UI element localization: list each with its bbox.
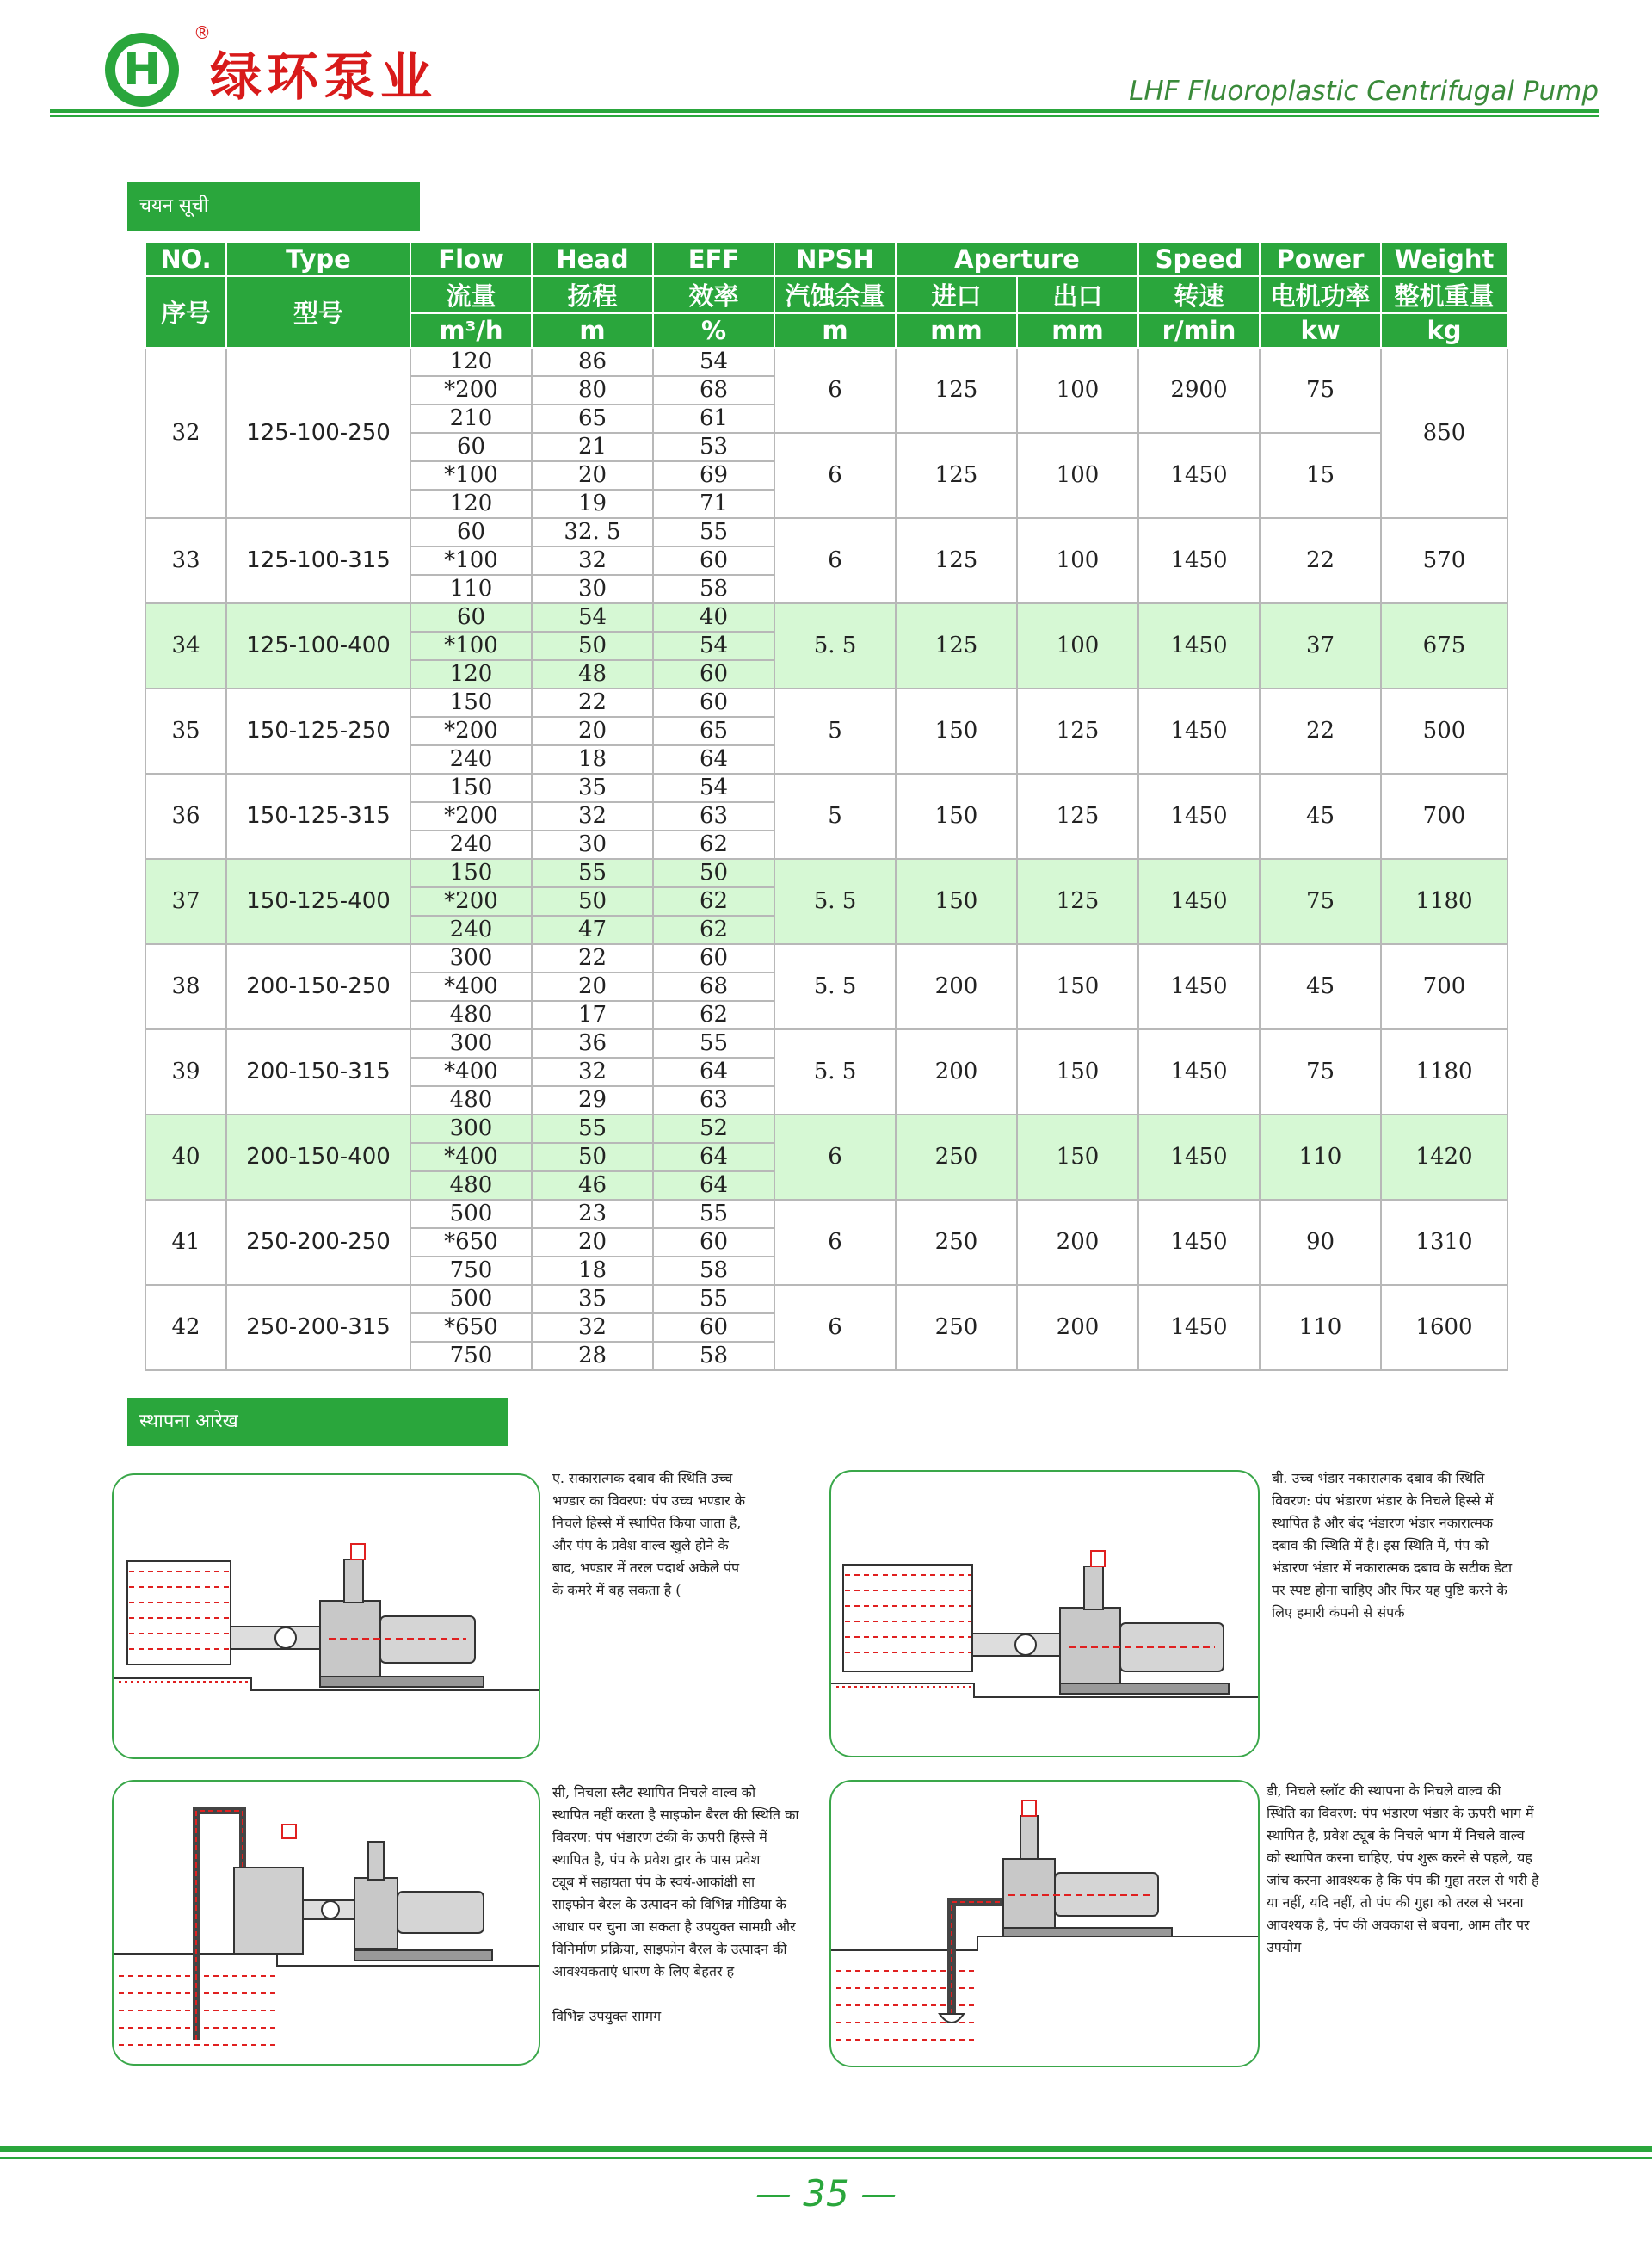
cell-eff: 62	[653, 887, 774, 916]
cell-eff: 62	[653, 916, 774, 944]
cell-power: 75	[1260, 1029, 1381, 1115]
diagram-b-panel	[829, 1470, 1260, 1757]
cell-outlet: 150	[1017, 1029, 1138, 1115]
cell-speed: 1450	[1138, 1029, 1260, 1115]
table-row	[145, 1285, 1507, 1313]
cell-outlet: 100	[1017, 433, 1138, 518]
cell-eff: 60	[653, 1228, 774, 1257]
cell-weight: 1180	[1381, 859, 1507, 944]
diagram-b-description: बी. उच्च भंडार नकारात्मक दबाव की स्थिति विवरण: पंप भंडारण भंडार के निचले हिस्से में स्थापित है और बंद भंडारण भंडार नकारात्मक दबाव की स्थिति में है। इस स्थिति में, पंप को भंडारण भंडार में नकारात्मक दबाव के सटीक डेटा पर स्पष्ट होना चाहिए और फिर यह पुष्टि करने के लिए हमारी कंपनी से संपर्क	[1272, 1470, 1513, 1621]
header-divider-thin	[50, 115, 1599, 117]
brand-name: 绿环泵业	[210, 47, 437, 108]
cell-npsh: 5. 5	[774, 603, 896, 689]
cell-npsh: 5. 5	[774, 1029, 896, 1115]
installation-section-title: स्थापना आरेख	[127, 1398, 508, 1446]
diagram-b-illustration	[831, 1472, 1258, 1756]
cell-head: 50	[532, 1143, 653, 1171]
cell-flow: 500	[410, 1200, 532, 1228]
col-weight-cn: 整机重量	[1381, 276, 1507, 313]
cell-weight: 570	[1381, 518, 1507, 603]
cell-weight: 1180	[1381, 1029, 1507, 1115]
table-row	[145, 518, 1507, 547]
cell-npsh: 6	[774, 1285, 896, 1370]
cell-eff: 64	[653, 1058, 774, 1086]
cell-eff: 50	[653, 859, 774, 887]
col-speed-cn: 转速	[1138, 276, 1260, 313]
cell-npsh: 6	[774, 518, 896, 603]
cell-no: 34	[145, 603, 226, 689]
cell-eff: 63	[653, 802, 774, 831]
cell-head: 20	[532, 973, 653, 1001]
cell-power: 110	[1260, 1115, 1381, 1200]
cell-speed: 1450	[1138, 944, 1260, 1029]
col-eff-cn: 效率	[653, 276, 774, 313]
cell-npsh: 5. 5	[774, 859, 896, 944]
pump-group	[145, 689, 1507, 774]
table-row	[145, 348, 1507, 376]
cell-speed: 1450	[1138, 1200, 1260, 1285]
table-header-cn	[145, 276, 1507, 313]
cell-no: 37	[145, 859, 226, 944]
cell-no: 41	[145, 1200, 226, 1285]
col-head: Head	[532, 242, 653, 276]
cell-no: 39	[145, 1029, 226, 1115]
cell-eff: 68	[653, 973, 774, 1001]
unit-inlet: mm	[896, 313, 1017, 348]
cell-flow: 120	[410, 348, 532, 376]
cell-head: 20	[532, 717, 653, 745]
cell-head: 17	[532, 1001, 653, 1029]
cell-weight: 500	[1381, 689, 1507, 774]
cell-no: 36	[145, 774, 226, 859]
cell-weight: 1600	[1381, 1285, 1507, 1370]
col-inlet-cn: 进口	[896, 276, 1017, 313]
cell-flow: *650	[410, 1228, 532, 1257]
unit-npsh: m	[774, 313, 896, 348]
cell-flow: *200	[410, 717, 532, 745]
cell-head: 32	[532, 802, 653, 831]
cell-weight: 850	[1381, 348, 1507, 518]
cell-head: 30	[532, 575, 653, 603]
cell-eff: 58	[653, 1257, 774, 1285]
pump-group	[145, 348, 1507, 518]
cell-head: 28	[532, 1342, 653, 1370]
table-row	[145, 603, 1507, 632]
cell-type: 125-100-250	[226, 348, 410, 518]
cell-flow: *400	[410, 973, 532, 1001]
cell-speed: 1450	[1138, 1285, 1260, 1370]
cell-head: 50	[532, 887, 653, 916]
cell-flow: *100	[410, 461, 532, 490]
cell-head: 18	[532, 1257, 653, 1285]
cell-head: 36	[532, 1029, 653, 1058]
logo-letter: H	[123, 44, 161, 96]
cell-speed: 1450	[1138, 689, 1260, 774]
cell-eff: 64	[653, 1171, 774, 1200]
cell-outlet: 100	[1017, 603, 1138, 689]
diagram-d-description: डी, निचले स्लॉट की स्थापना के निचले वाल्व की स्थिति का विवरण: पंप भंडारण भंडार के ऊपरी भाग में स्थापित है, प्रवेश ट्यूब के निचले भाग में निचले वाल्व को स्थापित करना चाहिए, पंप शुरू करने से पहले, यह जांच करना आवश्यक है कि पंप की गुहा तरल से भरी है या नहीं, यदि नहीं, तो पंप की गुहा को तरल से भरना आवश्यक है, पंप की अवकाश से बचना, आम तौर पर उपयोग	[1267, 1782, 1539, 1955]
cell-npsh: 6	[774, 433, 896, 518]
cell-flow: 60	[410, 603, 532, 632]
cell-eff: 64	[653, 1143, 774, 1171]
cell-speed: 1450	[1138, 859, 1260, 944]
cell-eff: 61	[653, 405, 774, 433]
cell-head: 21	[532, 433, 653, 461]
cell-npsh: 5	[774, 774, 896, 859]
col-head-cn: 扬程	[532, 276, 653, 313]
cell-inlet: 150	[896, 774, 1017, 859]
cell-flow: 60	[410, 433, 532, 461]
cell-npsh: 6	[774, 1200, 896, 1285]
cell-head: 22	[532, 944, 653, 973]
cell-eff: 54	[653, 632, 774, 660]
col-type-cn: 型号	[226, 276, 410, 348]
cell-power: 75	[1260, 348, 1381, 433]
cell-type: 125-100-400	[226, 603, 410, 689]
cell-power: 22	[1260, 689, 1381, 774]
cell-eff: 55	[653, 1029, 774, 1058]
cell-inlet: 125	[896, 518, 1017, 603]
cell-flow: 480	[410, 1001, 532, 1029]
table-row	[145, 1115, 1507, 1143]
cell-no: 38	[145, 944, 226, 1029]
cell-eff: 60	[653, 944, 774, 973]
cell-flow: 110	[410, 575, 532, 603]
cell-no: 35	[145, 689, 226, 774]
cell-eff: 65	[653, 717, 774, 745]
cell-eff: 60	[653, 547, 774, 575]
pump-group	[145, 859, 1507, 944]
cell-type: 150-125-315	[226, 774, 410, 859]
cell-no: 33	[145, 518, 226, 603]
col-outlet-cn: 出口	[1017, 276, 1138, 313]
diagram-c-illustration	[114, 1782, 539, 2064]
diagram-a-description: ए. सकारात्मक दबाव की स्थिति उच्च भण्डार का विवरण: पंप उच्च भण्डार के निचले हिस्से में स्थापित किया जाता है, और पंप के प्रवेश वाल्व खुले होने के बाद, भण्डार में तरल पदार्थ अकेले पंप के कमरे में बह सकता है (	[552, 1470, 746, 1598]
cell-type: 250-200-315	[226, 1285, 410, 1370]
cell-power: 110	[1260, 1285, 1381, 1370]
cell-npsh: 6	[774, 348, 896, 433]
cell-head: 50	[532, 632, 653, 660]
pump-group	[145, 774, 1507, 859]
cell-inlet: 250	[896, 1115, 1017, 1200]
cell-type: 250-200-250	[226, 1200, 410, 1285]
pump-group	[145, 518, 1507, 603]
unit-head: m	[532, 313, 653, 348]
cell-power: 90	[1260, 1200, 1381, 1285]
diagram-a-panel	[112, 1473, 540, 1759]
cell-head: 48	[532, 660, 653, 689]
cell-flow: 750	[410, 1342, 532, 1370]
cell-weight: 1420	[1381, 1115, 1507, 1200]
cell-eff: 58	[653, 575, 774, 603]
table-row	[145, 944, 1507, 973]
page-title: LHF Fluoroplastic Centrifugal Pump	[1129, 76, 1599, 107]
cell-flow: 150	[410, 689, 532, 717]
table-row	[145, 774, 1507, 802]
cell-head: 18	[532, 745, 653, 774]
cell-flow: *400	[410, 1058, 532, 1086]
col-no: NO.	[145, 242, 226, 276]
cell-outlet: 125	[1017, 859, 1138, 944]
cell-npsh: 5. 5	[774, 944, 896, 1029]
col-weight: Weight	[1381, 242, 1507, 276]
selection-table	[145, 241, 1508, 1371]
cell-flow: 300	[410, 1115, 532, 1143]
col-npsh-cn: 汽蚀余量	[774, 276, 896, 313]
cell-head: 47	[532, 916, 653, 944]
diagram-c-description: सी, निचला स्लैट स्थापित निचले वाल्व को स्थापित नहीं करता है साइफोन बैरल की स्थिति का विवरण: पंप भंडारण टंकी के ऊपरी हिस्से में स्थापित है, पंप के प्रवेश द्वार के पास प्रवेश ट्यूब में सहायता पंप के स्वयं-आकांक्षी सा साइफोन बैरल के उत्पादन को विभिन्न मीडिया के आधार पर चुना जा सकता है उपयुक्त सामग्री और विनिर्माण प्रक्रिया, साइफोन बैरल के उत्पादन की आवश्यकताएं धारण के लिए बेहतर ह	[552, 1784, 799, 1980]
col-power-cn: 电机功率	[1260, 276, 1381, 313]
cell-no: 32	[145, 348, 226, 518]
cell-outlet: 150	[1017, 1115, 1138, 1200]
cell-outlet: 125	[1017, 774, 1138, 859]
cell-eff: 54	[653, 348, 774, 376]
unit-power: kw	[1260, 313, 1381, 348]
cell-weight: 700	[1381, 944, 1507, 1029]
cell-head: 86	[532, 348, 653, 376]
cell-inlet: 125	[896, 603, 1017, 689]
cell-eff: 52	[653, 1115, 774, 1143]
cell-head: 54	[532, 603, 653, 632]
unit-outlet: mm	[1017, 313, 1138, 348]
cell-flow: *200	[410, 802, 532, 831]
cell-speed: 1450	[1138, 433, 1260, 518]
cell-head: 35	[532, 774, 653, 802]
col-npsh: NPSH	[774, 242, 896, 276]
cell-npsh: 6	[774, 1115, 896, 1200]
cell-speed: 1450	[1138, 518, 1260, 603]
cell-flow: 500	[410, 1285, 532, 1313]
selection-section-title: चयन सूची	[127, 182, 420, 231]
cell-flow: 750	[410, 1257, 532, 1285]
cell-eff: 40	[653, 603, 774, 632]
cell-outlet: 200	[1017, 1200, 1138, 1285]
cell-flow: 150	[410, 774, 532, 802]
cell-head: 20	[532, 1228, 653, 1257]
cell-power: 22	[1260, 518, 1381, 603]
diagram-d-panel	[829, 1780, 1260, 2067]
cell-inlet: 125	[896, 348, 1017, 433]
cell-eff: 55	[653, 518, 774, 547]
cell-flow: 120	[410, 660, 532, 689]
cell-head: 30	[532, 831, 653, 859]
col-flow: Flow	[410, 242, 532, 276]
cell-head: 22	[532, 689, 653, 717]
cell-head: 29	[532, 1086, 653, 1115]
cell-type: 200-150-315	[226, 1029, 410, 1115]
cell-head: 55	[532, 1115, 653, 1143]
cell-outlet: 200	[1017, 1285, 1138, 1370]
cell-eff: 69	[653, 461, 774, 490]
cell-power: 45	[1260, 774, 1381, 859]
cell-weight: 1310	[1381, 1200, 1507, 1285]
cell-flow: 300	[410, 1029, 532, 1058]
cell-eff: 63	[653, 1086, 774, 1115]
cell-inlet: 200	[896, 1029, 1017, 1115]
cell-eff: 62	[653, 831, 774, 859]
cell-head: 23	[532, 1200, 653, 1228]
cell-eff: 68	[653, 376, 774, 405]
cell-head: 35	[532, 1285, 653, 1313]
cell-flow: 300	[410, 944, 532, 973]
cell-eff: 60	[653, 1313, 774, 1342]
cell-speed: 1450	[1138, 774, 1260, 859]
diagram-c-extra: विभिन्न उपयुक्त सामग	[552, 2008, 662, 2024]
unit-weight: kg	[1381, 313, 1507, 348]
table-header-en	[145, 242, 1507, 276]
cell-power: 37	[1260, 603, 1381, 689]
cell-flow: *100	[410, 632, 532, 660]
cell-eff: 60	[653, 689, 774, 717]
cell-flow: 150	[410, 859, 532, 887]
footer-divider	[0, 2146, 1652, 2152]
cell-flow: *650	[410, 1313, 532, 1342]
pump-group	[145, 944, 1507, 1029]
registered-mark: ®	[194, 22, 211, 43]
cell-inlet: 250	[896, 1200, 1017, 1285]
footer-divider-thin	[0, 2157, 1652, 2159]
cell-eff: 55	[653, 1200, 774, 1228]
cell-speed: 1450	[1138, 603, 1260, 689]
cell-power: 75	[1260, 859, 1381, 944]
cell-no: 42	[145, 1285, 226, 1370]
cell-no: 40	[145, 1115, 226, 1200]
pump-group	[145, 1029, 1507, 1115]
col-eff: EFF	[653, 242, 774, 276]
cell-head: 20	[532, 461, 653, 490]
cell-speed: 2900	[1138, 348, 1260, 433]
unit-eff: %	[653, 313, 774, 348]
cell-eff: 58	[653, 1342, 774, 1370]
cell-eff: 60	[653, 660, 774, 689]
pump-group	[145, 1115, 1507, 1200]
cell-head: 19	[532, 490, 653, 518]
cell-head: 55	[532, 859, 653, 887]
cell-type: 150-125-400	[226, 859, 410, 944]
cell-head: 46	[532, 1171, 653, 1200]
diagram-d-illustration	[831, 1782, 1258, 2066]
diagram-a-illustration	[114, 1475, 539, 1757]
cell-weight: 700	[1381, 774, 1507, 859]
pump-group	[145, 1200, 1507, 1285]
cell-outlet: 125	[1017, 689, 1138, 774]
cell-flow: 480	[410, 1086, 532, 1115]
cell-eff: 53	[653, 433, 774, 461]
cell-head: 32	[532, 547, 653, 575]
cell-head: 80	[532, 376, 653, 405]
pump-group	[145, 1285, 1507, 1370]
cell-flow: *200	[410, 887, 532, 916]
cell-flow: 240	[410, 916, 532, 944]
unit-flow: m³/h	[410, 313, 532, 348]
table-row	[145, 689, 1507, 717]
cell-flow: 240	[410, 745, 532, 774]
col-no-cn: 序号	[145, 276, 226, 348]
cell-eff: 54	[653, 774, 774, 802]
cell-head: 32	[532, 1058, 653, 1086]
cell-npsh: 5	[774, 689, 896, 774]
cell-outlet: 150	[1017, 944, 1138, 1029]
cell-flow: 210	[410, 405, 532, 433]
cell-outlet: 100	[1017, 348, 1138, 433]
cell-flow: 480	[410, 1171, 532, 1200]
col-type: Type	[226, 242, 410, 276]
diagram-c-panel	[112, 1780, 540, 2066]
cell-head: 32	[532, 1313, 653, 1342]
table-row	[145, 859, 1507, 887]
cell-type: 200-150-400	[226, 1115, 410, 1200]
cell-inlet: 125	[896, 433, 1017, 518]
cell-power: 15	[1260, 433, 1381, 518]
unit-speed: r/min	[1138, 313, 1260, 348]
col-speed: Speed	[1138, 242, 1260, 276]
table-row	[145, 1200, 1507, 1228]
col-aperture: Aperture	[896, 242, 1138, 276]
cell-eff: 55	[653, 1285, 774, 1313]
cell-power: 45	[1260, 944, 1381, 1029]
pump-group	[145, 603, 1507, 689]
cell-flow: 120	[410, 490, 532, 518]
cell-eff: 62	[653, 1001, 774, 1029]
cell-speed: 1450	[1138, 1115, 1260, 1200]
cell-type: 125-100-315	[226, 518, 410, 603]
cell-type: 150-125-250	[226, 689, 410, 774]
cell-eff: 71	[653, 490, 774, 518]
page-number: — 35 —	[755, 2172, 897, 2214]
col-flow-cn: 流量	[410, 276, 532, 313]
cell-inlet: 150	[896, 859, 1017, 944]
cell-inlet: 150	[896, 689, 1017, 774]
cell-type: 200-150-250	[226, 944, 410, 1029]
cell-head: 65	[532, 405, 653, 433]
cell-flow: 60	[410, 518, 532, 547]
cell-flow: *100	[410, 547, 532, 575]
cell-flow: *400	[410, 1143, 532, 1171]
col-power: Power	[1260, 242, 1381, 276]
header-divider	[50, 109, 1599, 113]
cell-head: 32. 5	[532, 518, 653, 547]
cell-inlet: 250	[896, 1285, 1017, 1370]
cell-flow: *200	[410, 376, 532, 405]
table-row	[145, 1029, 1507, 1058]
cell-outlet: 100	[1017, 518, 1138, 603]
cell-weight: 675	[1381, 603, 1507, 689]
cell-flow: 240	[410, 831, 532, 859]
cell-inlet: 200	[896, 944, 1017, 1029]
cell-eff: 64	[653, 745, 774, 774]
